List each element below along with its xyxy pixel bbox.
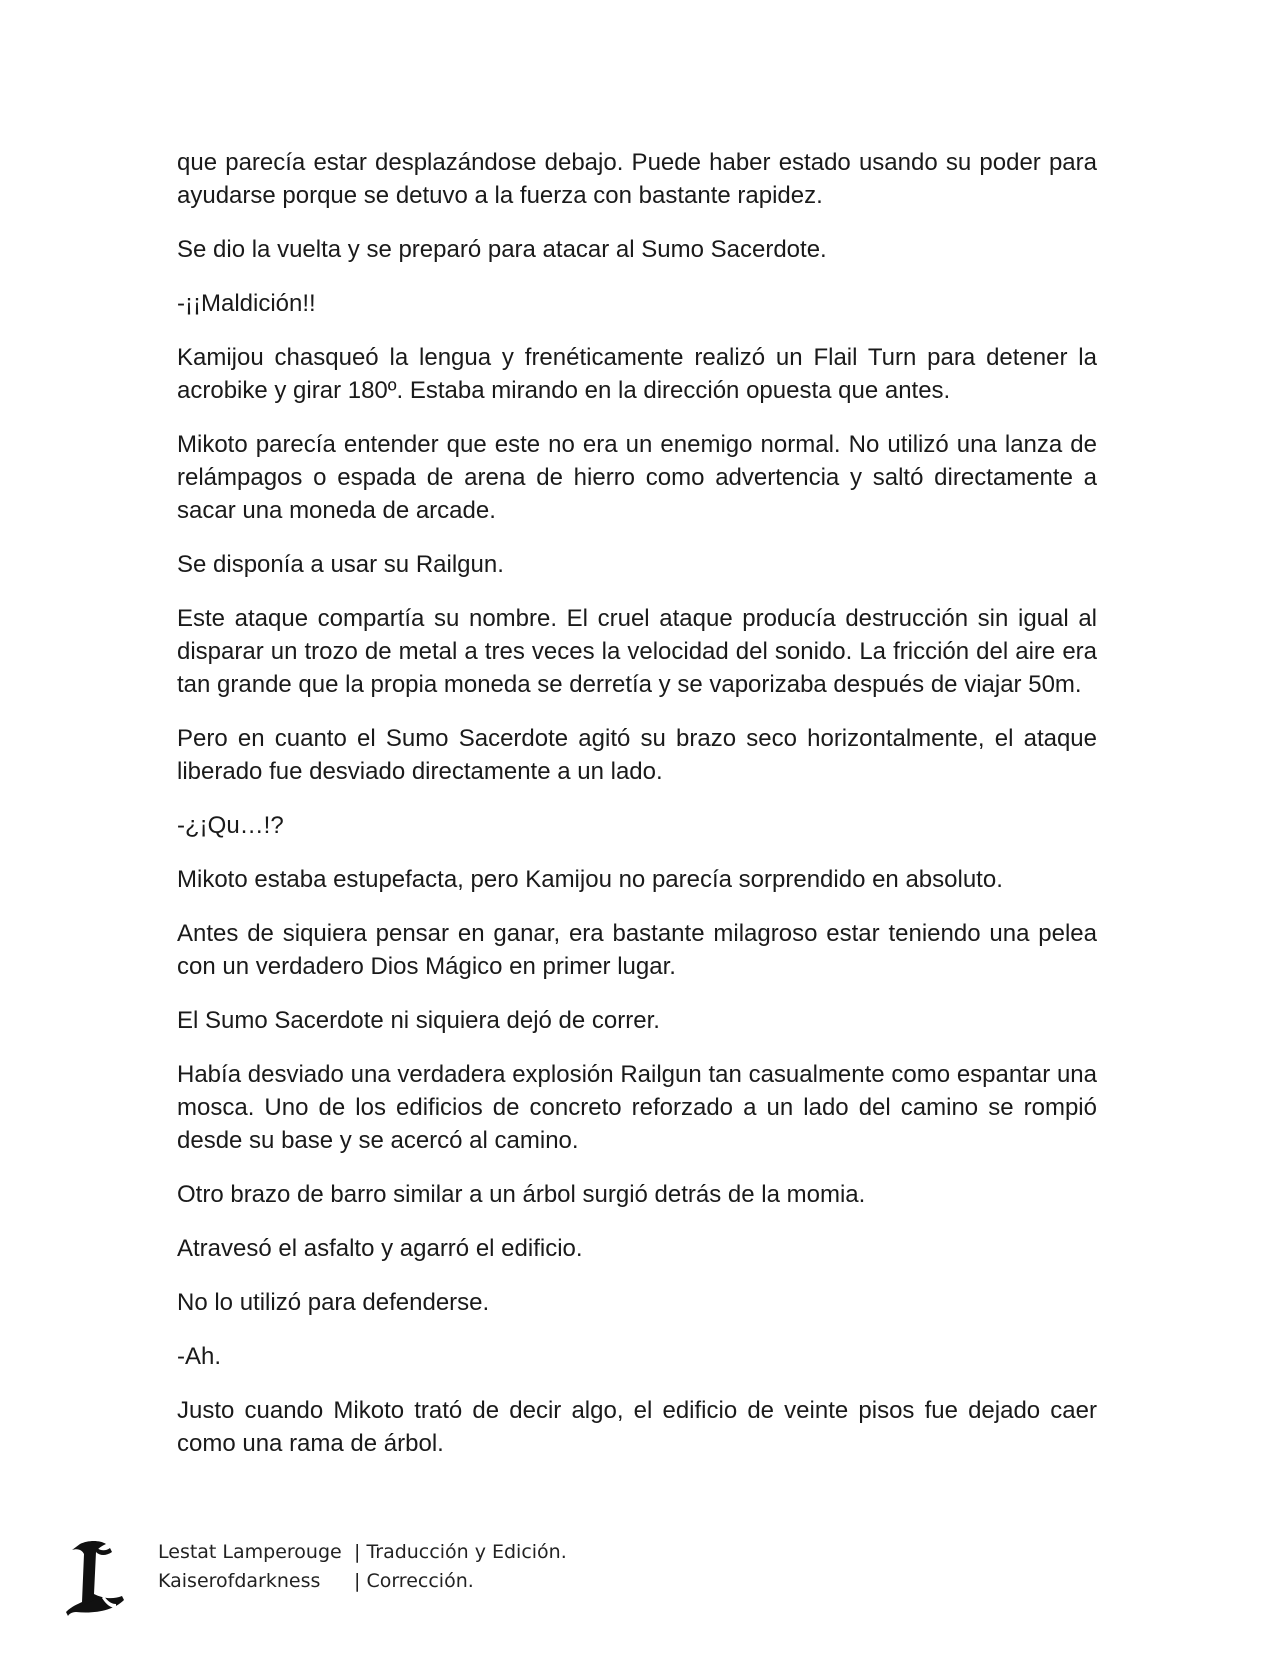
paragraph: Mikoto parecía entender que este no era un enemigo normal. No utilizó una lanza de relámpagos o espada de arena de hierro como advertencia y saltó directamente a sacar una moneda de arcade.	[177, 431, 1097, 524]
paragraph: Este ataque compartía su nombre. El cruel ataque producía destrucción sin igual al disparar un trozo de metal a tres veces la velocidad del sonido. La fricción del aire era tan grande que la propia moneda se derretía y se vaporizaba después de viajar 50m.	[177, 605, 1097, 698]
paragraph: Mikoto estaba estupefacta, pero Kamijou no parecía sorprendido en absoluto.	[177, 866, 1003, 893]
credit-name: Lestat Lamperouge	[158, 1541, 342, 1563]
credits	[158, 1538, 567, 1596]
credit-role: | Traducción y Edición.	[354, 1541, 567, 1563]
page-body	[177, 146, 1097, 1481]
paragraph: Justo cuando Mikoto trató de decir algo, el edificio de veinte pisos fue dejado caer como una rama de árbol.	[177, 1397, 1097, 1457]
paragraph: -¡¡Maldición!!	[177, 290, 316, 317]
paragraph: Se dio la vuelta y se preparó para atacar al Sumo Sacerdote.	[177, 236, 827, 263]
paragraph: No lo utilizó para defenderse.	[177, 1289, 490, 1316]
paragraph: que parecía estar desplazándose debajo. Puede haber estado usando su poder para ayudarse porque se detuvo a la fuerza con bastante rapidez.	[177, 149, 1097, 209]
credit-role: | Corrección.	[354, 1570, 474, 1592]
paragraph: Otro brazo de barro similar a un árbol surgió detrás de la momia.	[177, 1181, 866, 1208]
credit-row	[158, 1538, 567, 1567]
paragraph: -¿¡Qu…!?	[177, 812, 284, 839]
paragraph: Se disponía a usar su Railgun.	[177, 551, 504, 578]
paragraph: Atravesó el asfalto y agarró el edificio.	[177, 1235, 583, 1262]
paragraph: -Ah.	[177, 1343, 222, 1370]
credit-name: Kaiserofdarkness	[158, 1570, 321, 1592]
credit-row	[158, 1567, 567, 1596]
paragraph: Kamijou chasqueó la lengua y frenéticamente realizó un Flail Turn para detener la acrobike y girar 180º. Estaba mirando en la dirección opuesta que antes.	[177, 344, 1097, 404]
paragraph: El Sumo Sacerdote ni siquiera dejó de correr.	[177, 1007, 660, 1034]
gothic-letter-l-logo-icon	[66, 1538, 126, 1618]
paragraph: Había desviado una verdadera explosión Railgun tan casualmente como espantar una mosca. Uno de los edificios de concreto reforzado a un lado del camino se rompió desde su base y se acercó al camino.	[177, 1061, 1097, 1154]
paragraph: Pero en cuanto el Sumo Sacerdote agitó su brazo seco horizontalmente, el ataque liberado fue desviado directamente a un lado.	[177, 725, 1097, 785]
paragraph: Antes de siquiera pensar en ganar, era bastante milagroso estar teniendo una pelea con un verdadero Dios Mágico en primer lugar.	[177, 920, 1097, 980]
